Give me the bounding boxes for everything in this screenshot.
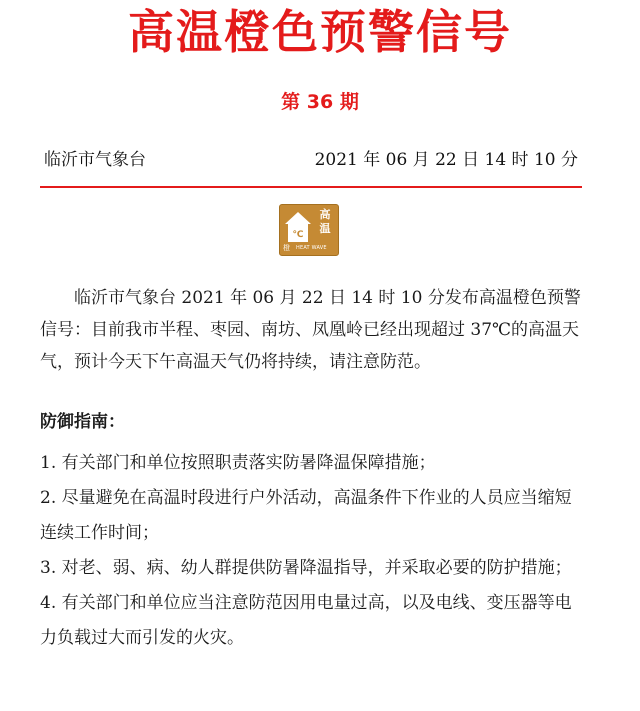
guide-item: 3. 对老、弱、病、幼人群提供防暑降温指导，并采取必要的防护措施；: [40, 558, 572, 578]
badge-level: 橙: [283, 244, 290, 252]
guide-list: [40, 446, 588, 656]
guide-item: 2. 尽量避免在高温时段进行户外活动，高温条件下作业的人员应当缩短连续工作时间；: [40, 488, 572, 543]
high-temperature-orange-warning-icon: [279, 204, 339, 256]
guide-item: 4. 有关部门和单位应当注意防范因用电量过高，以及电线、变压器等电力负载过大而引发的火灾。: [40, 593, 572, 648]
issue-datetime: 2021 年 06 月 22 日 14 时 10 分: [314, 150, 578, 170]
celsius-symbol: ℃: [292, 230, 304, 240]
badge-label-en: HEAT WAVE: [296, 245, 327, 251]
issuer: 临沂市气象台: [44, 150, 146, 170]
warning-paragraph: 临沂市气象台 2021 年 06 月 22 日 14 时 10 分发布高温橙色预警信号：目前我市半程、枣园、南坊、凤凰岭已经出现超过 37℃的高温天气，预计今天下午高温天气仍将持续，请注意防范。: [40, 288, 581, 372]
issue-number: 第 36 期: [281, 91, 359, 113]
guide-title: 防御指南：: [40, 412, 125, 432]
badge-label-cn: 高温: [319, 208, 331, 235]
header-divider: [40, 186, 582, 188]
page-title: 高温橙色预警信号: [128, 5, 512, 59]
thermometer-house-icon: [283, 210, 313, 244]
guide-item: 1. 有关部门和单位按照职责落实防暑降温保障措施；: [40, 453, 436, 473]
